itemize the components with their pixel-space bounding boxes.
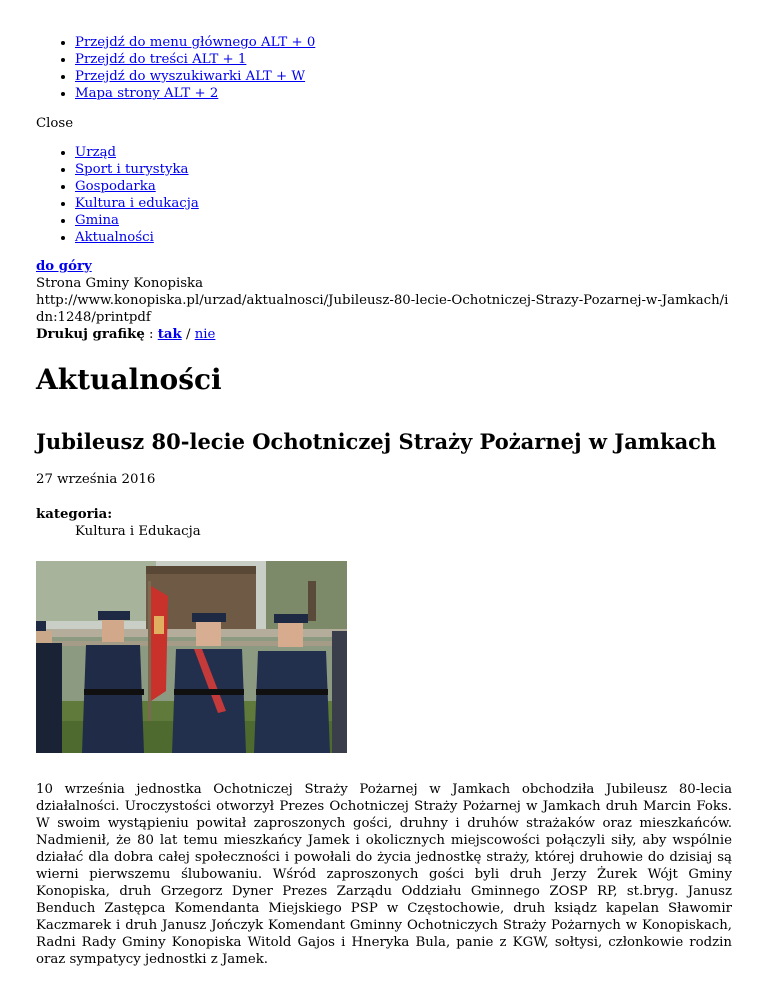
close-label[interactable]: Close [36,116,74,131]
article-date: 27 września 2016 [36,472,156,487]
skip-link-item [75,51,732,68]
article-category [36,506,732,540]
section-title: Aktualności [36,363,222,396]
skip-link-item [75,68,732,85]
article-photo [36,561,347,753]
category-value: Kultura i Edukacja [75,524,201,539]
menu-link-sport[interactable]: Sport i turystyka [75,162,189,177]
article-body: 10 września jednostka Ochotniczej Straży Pożarnej w Jamkach obchodziła Jubileusz 80-lecia działalności. Uroczystości otworzył Prezes Ochotniczej Straży Pożarnej w Jamkach druh Marcin Foks. W swoim wystąpieniu powitał zaproszonych gości, druhny i druhów strażaków oraz mieszkańców. Nadmienił, że 80 lat temu mieszkańcy Jamek i okolicznych miejscowości połączyli siły, aby wspólnie działać dla dobra całej społeczności i powołali do życia jednostkę straży, której druhowie do dzisiaj są wierni pierwszemu ślubowaniu. Wśród zaproszonych gości byli druh Jerzy Żurek Wójt Gminy Konopiska, druh Grzegorz Dyner Prezes Zarządu Oddziału Gminnego ZOSP RP, st.bryg. Janusz Benduch Zastępca Komendanta Miejskiego PSP w Częstochowie, druh ksiądz kapelan Sławomir Kaczmarek i druh Janusz Jończyk Komendant Gminny Ochotniczych Straży Pożarnych w Konopiskach, Radni Rady Gminy Konopiska Witold Gajos i Hneryka Bula, panie z KGW, sołtysi, członkowie rodzin oraz sympatycy jednostki z Jamek. [36,782,732,967]
menu-link-gospodarka[interactable]: Gospodarka [75,179,156,194]
print-graphics-slash: / [185,327,191,342]
menu-item [75,212,732,229]
main-menu [36,144,732,246]
menu-item [75,144,732,161]
skip-to-search-link[interactable]: Przejdź do wyszukiwarki ALT + W [75,69,306,84]
skip-link-item [75,34,732,51]
print-graphics-no-link[interactable]: nie [194,327,216,342]
site-name: Strona Gminy Konopiska [36,276,204,291]
skip-to-content-link[interactable]: Przejdź do treści ALT + 1 [75,52,247,67]
menu-link-aktualnosci[interactable]: Aktualności [75,230,154,245]
print-graphics-label: Drukuj grafikę [36,327,145,342]
sitemap-link[interactable]: Mapa strony ALT + 2 [75,86,219,101]
print-graphics-separator: : [149,327,154,342]
skip-link-item [75,85,732,102]
category-label: kategoria: [36,507,113,522]
print-graphics-yes-link[interactable]: tak [157,327,182,342]
menu-link-kultura[interactable]: Kultura i edukacja [75,196,199,211]
menu-item [75,161,732,178]
article-title: Jubileusz 80-lecie Ochotniczej Straży Pożarnej w Jamkach [36,429,717,454]
menu-link-gmina[interactable]: Gmina [75,213,119,228]
menu-item [75,195,732,212]
skip-links [36,0,732,102]
menu-link-urzad[interactable]: Urząd [75,145,117,160]
page-url: http://www.konopiska.pl/urzad/aktualnosci/Jubileusz-80-lecie-Ochotniczej-Strazy-Pozarnej-w-Jamkach/idn:1248/printpdf [36,293,729,325]
menu-item [75,229,732,246]
skip-to-main-menu-link[interactable]: Przejdź do menu głównego ALT + 0 [75,35,316,50]
print-graphics-row [36,326,732,343]
menu-item [75,178,732,195]
back-to-top-link[interactable]: do góry [36,259,92,274]
